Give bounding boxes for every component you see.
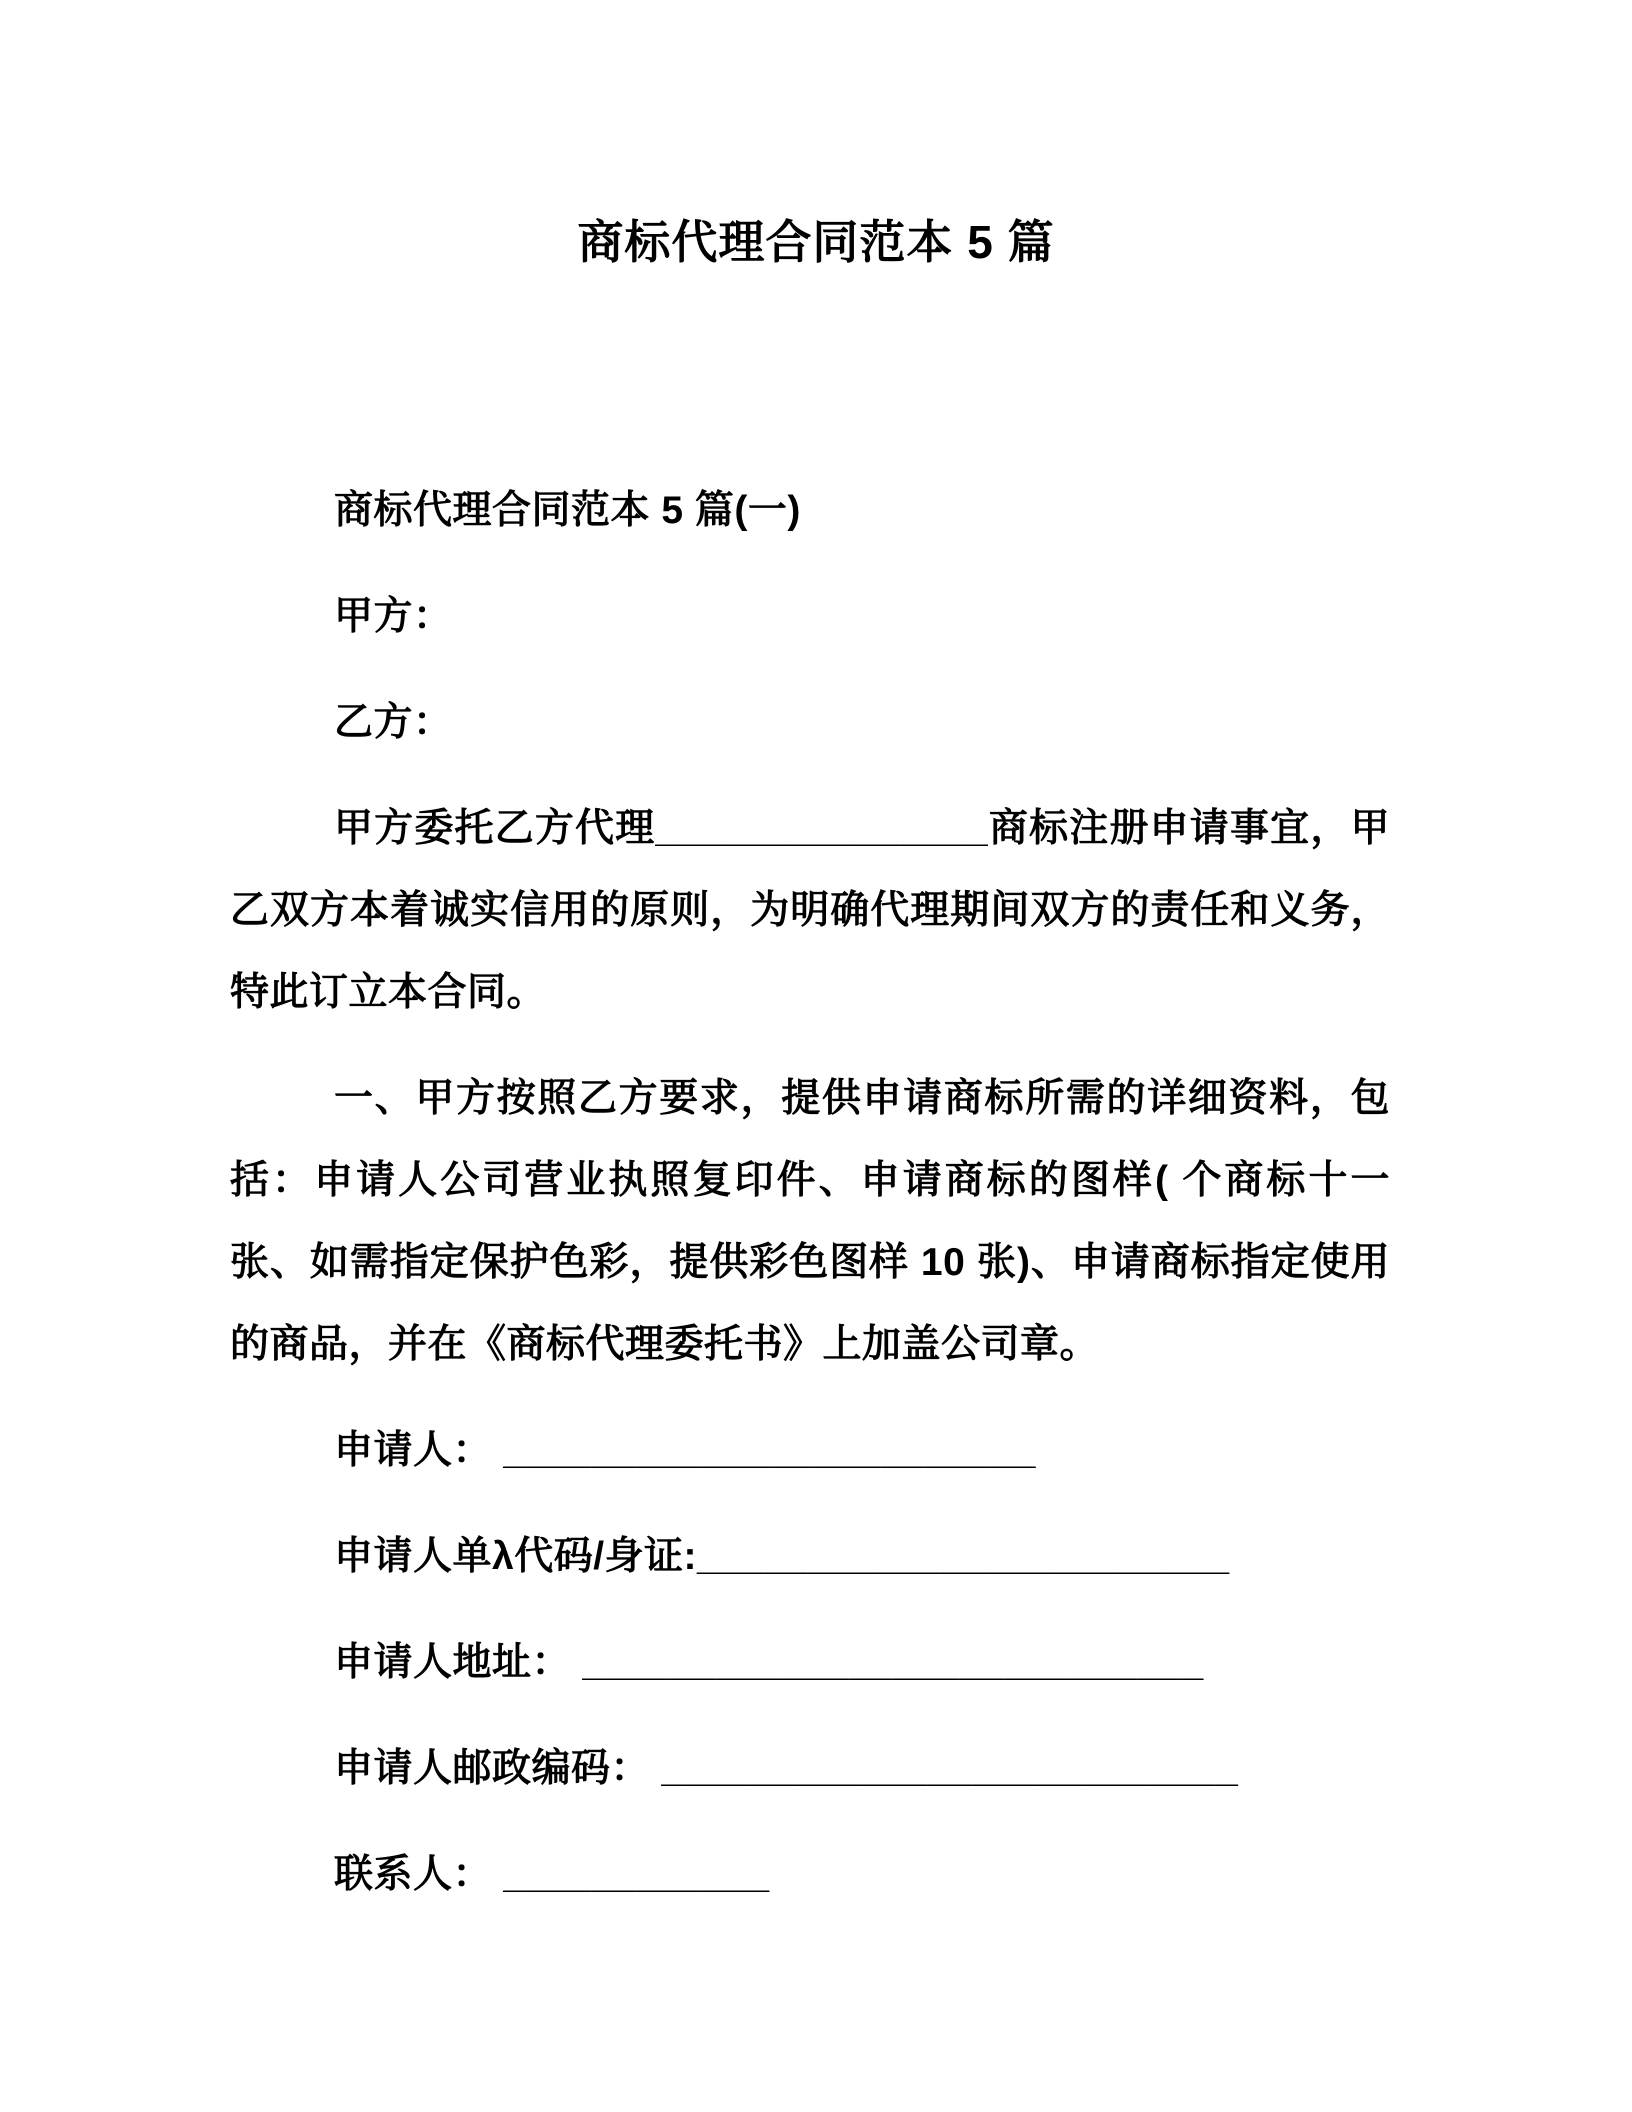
party-a-line: 甲方： (334, 594, 453, 638)
clause-1-paragraph: 一、甲方按照乙方要求，提供申请商标所需的详细资料，包括：申请人公司营业执照复印件、申请商标的图样( 个商标十一张、如需指定保护色彩，提供彩色图样 10 张)、申请商标指定使用的商品，并在《商标代理委托书》上加盖公司章。 (230, 1076, 1390, 1366)
applicant-line: 申请人： ________________________ (334, 1428, 1036, 1472)
section-heading: 商标代理合同范本 5 篇(一) (334, 488, 801, 532)
document-title: 商标代理合同范本 5 篇 (577, 216, 1055, 268)
applicant-address-line: 申请人地址： ____________________________ (334, 1640, 1204, 1684)
applicant-postcode-line: 申请人邮政编码： __________________________ (334, 1746, 1239, 1790)
party-b-line: 乙方： (334, 700, 453, 744)
contact-person-line: 联系人： ____________ (334, 1852, 770, 1896)
entrustment-paragraph: 甲方委托乙方代理_______________商标注册申请事宜，甲乙双方本着诚实信用的原则，为明确代理期间双方的责任和义务，特此订立本合同。 (230, 806, 1390, 1014)
applicant-id-line: 申请人单λ代码/身证:________________________ (334, 1534, 1230, 1578)
document-body (0, 470, 1632, 1916)
